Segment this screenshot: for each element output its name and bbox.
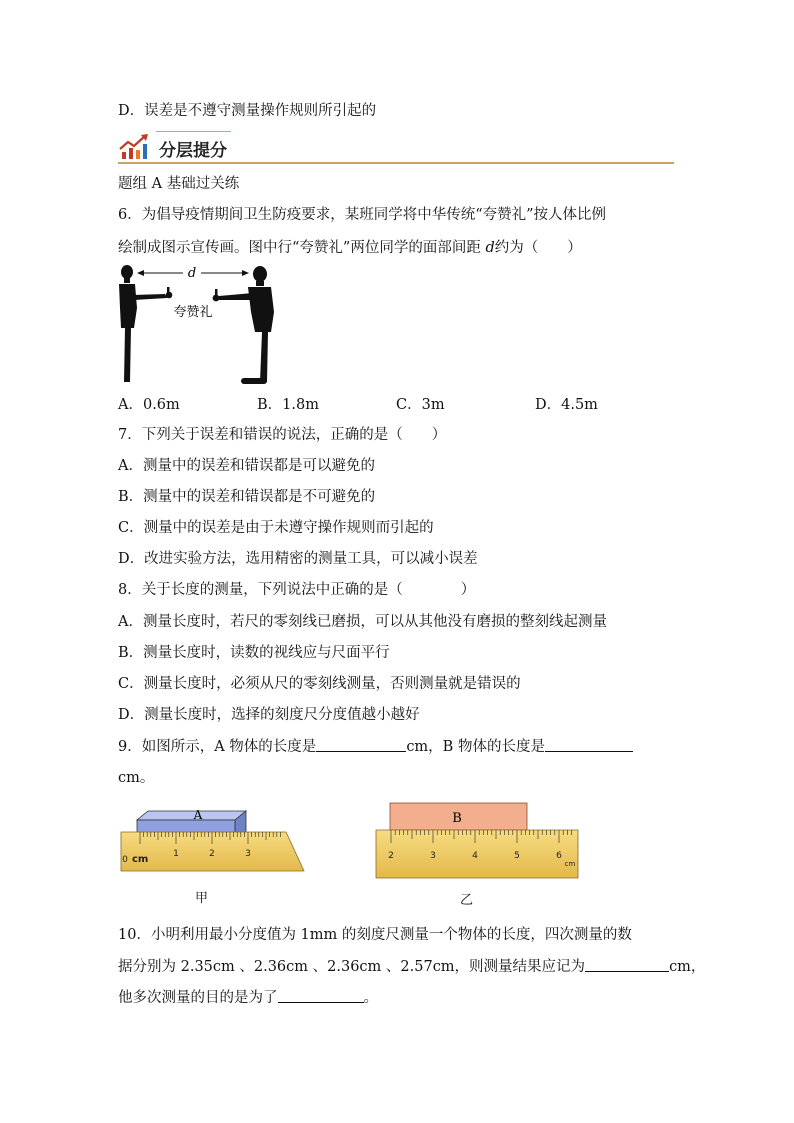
q10-line1: 10．小明利用最小分度值为 1mm 的刻度尺测量一个物体的长度，四次测量的数 xyxy=(118,927,632,943)
q10-line2-b: cm， xyxy=(669,959,706,975)
q7-option-b[interactable]: B．测量中的误差和错误都是不可避免的 xyxy=(118,489,376,505)
q6-variable-d: d xyxy=(485,240,495,256)
ruler-left-unit: cm xyxy=(132,854,149,865)
q7-option-a[interactable]: A．测量中的误差和错误都是可以避免的 xyxy=(118,458,375,474)
ruler-right-unit: cm xyxy=(564,860,576,868)
ruler-right-tick-4: 4 xyxy=(472,851,478,861)
figure-right-caption: 乙 xyxy=(460,893,474,908)
figure-left-caption: 甲 xyxy=(195,891,209,906)
q9-text-a: 9．如图所示，A 物体的长度是 xyxy=(118,739,317,755)
q8-option-d[interactable]: D．测量长度时，选择的刻度尺分度值越小越好 xyxy=(118,707,420,723)
object-a-label: A xyxy=(193,808,203,822)
left-person-silhouette xyxy=(119,265,172,382)
q10-line3 xyxy=(118,988,378,1008)
q9-blank-a[interactable] xyxy=(316,737,406,752)
q8-stem: 8．关于长度的测量，下列说法中正确的是（ ） xyxy=(118,582,476,598)
q8-option-a[interactable]: A．测量长度时，若尺的零刻线已磨损，可以从其他没有磨损的整刻线起测量 xyxy=(118,614,607,630)
ruler-left-tick-0: 0 xyxy=(122,855,128,865)
q6-line2 xyxy=(118,238,582,258)
q8-option-c[interactable]: C．测量长度时，必须从尺的零刻线测量，否则测量就是错误的 xyxy=(118,676,521,692)
q10-line3-a: 他多次测量的目的是为了 xyxy=(118,990,278,1006)
q7-stem: 7．下列关于误差和错误的说法，正确的是（ ） xyxy=(118,427,447,443)
section-top-rule xyxy=(156,131,231,132)
distance-label-d: d xyxy=(187,266,197,281)
q6-option-b[interactable]: B．1.8m xyxy=(257,397,319,413)
q7-option-c[interactable]: C．测量中的误差是由于未遵守操作规则而引起的 xyxy=(118,520,434,536)
q10-line3-b: 。 xyxy=(363,990,378,1006)
q6-line1: 6．为倡导疫情期间卫生防疫要求，某班同学将中华传统“夸赞礼”按人体比例 xyxy=(118,207,607,223)
rising-chart-icon xyxy=(119,134,151,160)
ruler-figure-right xyxy=(372,800,582,880)
q6-option-d[interactable]: D．4.5m xyxy=(535,397,598,413)
q10-line2 xyxy=(118,957,705,977)
ruler-left-tick-1: 1 xyxy=(173,849,179,859)
ruler-left-tick-2: 2 xyxy=(209,849,215,859)
ruler-left-tick-3: 3 xyxy=(245,849,251,859)
q7-option-d[interactable]: D．改进实验方法，选用精密的测量工具，可以减小误差 xyxy=(118,551,478,567)
ruler-right-tick-6: 6 xyxy=(556,851,562,861)
ruler-right-tick-5: 5 xyxy=(514,851,520,861)
ruler-figure-left xyxy=(118,803,308,881)
q10-line2-a: 据分别为 2.35cm 、2.36cm 、2.36cm 、2.57cm，则测量结果应记为 xyxy=(118,959,586,975)
figure-caption: 夸赞礼 xyxy=(173,305,213,320)
section-divider xyxy=(118,162,674,164)
ruler-right-tick-3: 3 xyxy=(430,851,436,861)
section-title: 分层提分 xyxy=(159,141,227,161)
q9-line2: cm。 xyxy=(118,770,155,786)
ruler-right-tick-2: 2 xyxy=(388,851,394,861)
group-title: 题组 A 基础过关练 xyxy=(118,176,240,192)
q9-blank-b[interactable] xyxy=(545,737,633,752)
greeting-figure xyxy=(115,262,285,386)
q5-option-d: D．误差是不遵守测量操作规则所引起的 xyxy=(118,103,377,119)
q10-blank-result[interactable] xyxy=(585,957,669,972)
right-person-silhouette xyxy=(213,266,274,384)
q9-text-b: cm，B 物体的长度是 xyxy=(406,739,545,755)
q6-line2-b: 约为（ ） xyxy=(494,240,582,256)
q6-line2-a: 绘制成图示宣传画。图中行“夸赞礼”两位同学的面部间距 xyxy=(118,240,486,256)
object-b-label: B xyxy=(452,811,462,826)
q6-option-c[interactable]: C．3m xyxy=(396,397,445,413)
q10-blank-purpose[interactable] xyxy=(278,988,364,1003)
q6-option-a[interactable]: A．0.6m xyxy=(118,397,180,413)
q8-option-b[interactable]: B．测量长度时，读数的视线应与尺面平行 xyxy=(118,645,390,661)
q9-line1 xyxy=(118,737,633,757)
